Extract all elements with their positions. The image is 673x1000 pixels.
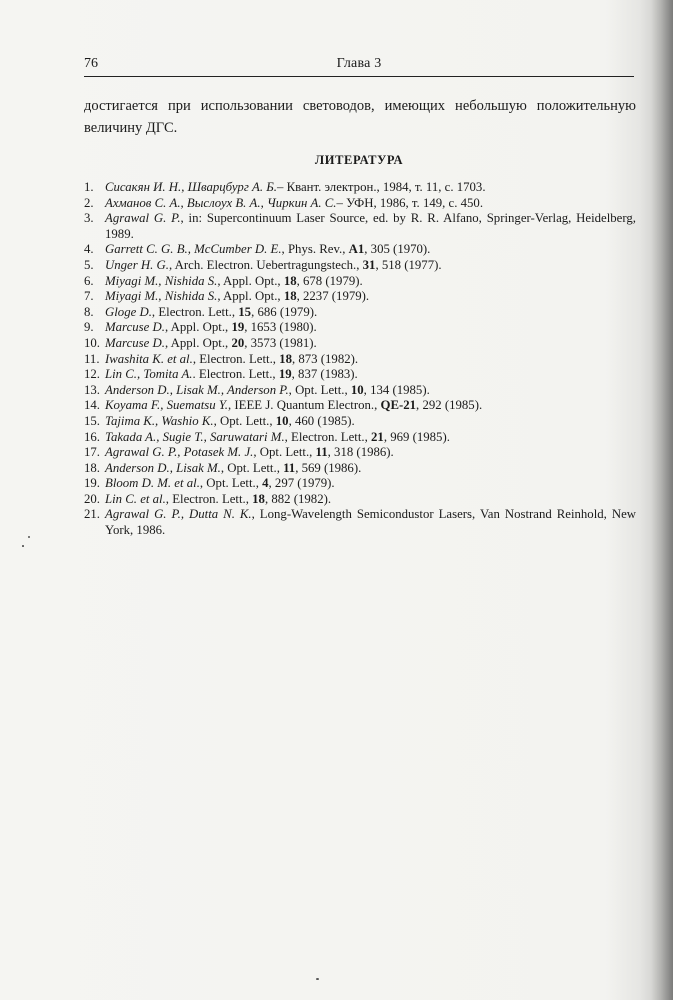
- reference-item: [84, 461, 636, 477]
- reference-volume: 4: [262, 476, 269, 491]
- reference-pages-year: , 292 (1985).: [416, 398, 483, 413]
- reference-pages-year: , 134 (1985).: [363, 382, 430, 397]
- reference-item: [84, 398, 636, 414]
- reference-source: , Appl. Opt.,: [217, 273, 284, 288]
- reference-pages-year: , 686 (1979).: [251, 304, 318, 319]
- reference-source: – УФН, 1986, т. 149, с. 450.: [336, 195, 484, 210]
- reference-pages-year: , 882 (1982).: [264, 491, 332, 506]
- reference-volume: 19: [278, 367, 292, 382]
- reference-item: [84, 430, 636, 446]
- reference-pages-year: , 569 (1986).: [295, 460, 362, 475]
- reference-pages-year: , 297 (1979).: [268, 476, 335, 491]
- reference-list: [84, 180, 636, 539]
- reference-number: 9.: [84, 320, 94, 335]
- running-head: Глава 3: [336, 56, 382, 71]
- reference-item: [84, 305, 636, 321]
- reference-item: [84, 414, 636, 430]
- reference-authors: Unger H. G.: [105, 257, 169, 272]
- reference-number: 4.: [84, 242, 94, 257]
- reference-pages-year: , 969 (1985).: [383, 429, 450, 444]
- reference-number: 13.: [84, 382, 100, 397]
- reference-source: , Opt. Lett.,: [253, 445, 316, 460]
- reference-authors: Miyagi M., Nishida S.: [105, 273, 218, 288]
- reference-authors: Agrawal G. P., Dutta N. K.: [105, 507, 252, 522]
- reference-item: [84, 289, 636, 305]
- reference-authors: Lin C. et al.: [105, 491, 166, 506]
- reference-item: [84, 320, 636, 336]
- reference-source: , Arch. Electron. Uebertragungstech.,: [168, 257, 363, 272]
- reference-source: , Electron. Lett.,: [192, 351, 280, 366]
- reference-item: [84, 445, 636, 461]
- reference-item: [84, 383, 636, 399]
- reference-pages-year: , 518 (1977).: [375, 257, 442, 272]
- scan-speck: [316, 978, 319, 980]
- reference-volume: QE-21: [380, 398, 417, 413]
- reference-number: 5.: [84, 257, 94, 272]
- reference-volume: 10: [275, 413, 289, 428]
- reference-number: 8.: [84, 304, 94, 319]
- reference-authors: Anderson D., Lisak M., Anderson P.: [105, 382, 289, 397]
- reference-authors: Anderson D., Lisak M.: [105, 460, 221, 475]
- reference-pages-year: , 460 (1985).: [288, 413, 355, 428]
- page-number: 76: [84, 56, 98, 71]
- reference-source: , Opt. Lett.,: [288, 382, 351, 397]
- reference-authors: Ахманов С. А., Выслоух В. А., Чиркин А. С.: [105, 195, 337, 210]
- reference-authors: Takada A., Sugie T., Saruwatari M.: [105, 429, 285, 444]
- reference-number: 6.: [84, 273, 94, 288]
- reference-item: [84, 274, 636, 290]
- reference-pages-year: , 873 (1982).: [291, 351, 359, 366]
- reference-authors: Сисакян И. Н., Шварцбург А. Б.: [105, 180, 277, 194]
- reference-volume: 18: [283, 273, 297, 288]
- reference-authors: Marcuse D.: [105, 320, 165, 335]
- page-header: [84, 56, 634, 74]
- reference-source: , Opt. Lett.,: [220, 460, 284, 475]
- reference-item: [84, 258, 636, 274]
- reference-source: , Long-Wavelength Semicondustor Lasers, Van Nostrand Reinhold, New York, 1986.: [105, 507, 636, 538]
- reference-source: , Opt. Lett.,: [213, 413, 276, 428]
- reference-authors: Gloge D.: [105, 304, 152, 319]
- reference-volume: 31: [362, 257, 376, 272]
- reference-authors: Iwashita K. et al.: [105, 351, 193, 366]
- reference-source: , Opt. Lett.,: [199, 476, 263, 491]
- header-rule: [84, 76, 634, 77]
- reference-item: [84, 507, 636, 538]
- reference-authors: Garrett C. G. B., McCumber D. E.: [105, 242, 282, 257]
- reference-authors: Bloom D. M. et al.: [105, 476, 200, 491]
- reference-pages-year: , 837 (1983).: [291, 367, 358, 382]
- reference-volume: 15: [238, 304, 252, 319]
- reference-number: 7.: [84, 289, 94, 304]
- reference-number: 14.: [84, 398, 100, 413]
- reference-authors: Koyama F., Suematsu Y.: [105, 398, 229, 413]
- reference-source: , Phys. Rev.,: [281, 242, 349, 257]
- reference-source: , Electron. Lett.,: [165, 491, 253, 506]
- reference-pages-year: , 318 (1986).: [327, 445, 394, 460]
- reference-volume: 11: [315, 445, 328, 460]
- reference-number: 2.: [84, 195, 94, 210]
- reference-source: – Квант. электрон., 1984, т. 11, с. 1703.: [276, 180, 486, 194]
- reference-item: [84, 211, 636, 242]
- section-title: ЛИТЕРАТУРА: [314, 153, 404, 167]
- reference-volume: 11: [283, 460, 296, 475]
- reference-volume: 19: [231, 320, 245, 335]
- reference-number: 12.: [84, 367, 100, 382]
- reference-number: 11.: [84, 351, 100, 366]
- reference-volume: 21: [371, 429, 384, 444]
- reference-source: , Electron. Lett.,: [284, 429, 372, 444]
- reference-item: [84, 196, 636, 212]
- scan-speck: [28, 536, 30, 538]
- reference-item: [84, 476, 636, 492]
- reference-number: 3.: [84, 211, 94, 226]
- reference-number: 21.: [84, 507, 100, 522]
- reference-authors: Agrawal G. P.: [105, 211, 181, 226]
- reference-number: 18.: [84, 460, 100, 475]
- reference-pages-year: , 678 (1979).: [296, 273, 363, 288]
- reference-number: 20.: [84, 491, 100, 506]
- reference-volume: 18: [283, 289, 297, 304]
- reference-number: 16.: [84, 429, 100, 444]
- reference-pages-year: , 305 (1970).: [364, 242, 431, 257]
- body-paragraph: достигается при использовании световодов, имеющих небольшую положительную величину ДГС.: [84, 98, 636, 136]
- reference-item: [84, 352, 636, 368]
- reference-source: , Appl. Opt.,: [164, 320, 232, 335]
- reference-number: 17.: [84, 445, 100, 460]
- reference-item: [84, 336, 636, 352]
- reference-source: , Appl. Opt.,: [164, 335, 232, 350]
- reference-source: , in: Supercontinuum Laser Source, ed. by R. R. Alfano, Springer-Verlag, Heidelberg, 1989.: [105, 211, 636, 241]
- reference-number: 19.: [84, 476, 100, 491]
- reference-source: , Appl. Opt.,: [217, 289, 284, 304]
- reference-volume: 18: [252, 491, 265, 506]
- reference-authors: Agrawal G. P., Potasek M. J.: [105, 445, 254, 460]
- reference-authors: Miyagi M., Nishida S.: [105, 289, 218, 304]
- reference-volume: 10: [350, 382, 364, 397]
- reference-item: [84, 242, 636, 258]
- reference-pages-year: , 2237 (1979).: [296, 289, 370, 304]
- reference-volume: A1: [348, 242, 365, 257]
- reference-source: , IEEE J. Quantum Electron.,: [228, 398, 381, 413]
- reference-authors: Marcuse D.: [105, 335, 165, 350]
- reference-item: [84, 180, 636, 196]
- reference-pages-year: , 1653 (1980).: [244, 320, 317, 335]
- reference-volume: 20: [231, 335, 245, 350]
- reference-pages-year: , 3573 (1981).: [244, 335, 317, 350]
- reference-source: , Electron. Lett.,: [151, 304, 239, 319]
- reference-number: 15.: [84, 413, 100, 428]
- reference-volume: 18: [279, 351, 292, 366]
- reference-item: [84, 492, 636, 508]
- reference-authors: Tajima K., Washio K.: [105, 413, 214, 428]
- reference-authors: Lin C., Tomita A.: [105, 367, 193, 382]
- page-gutter-shadow: [651, 0, 673, 1000]
- reference-number: 1.: [84, 180, 94, 194]
- reference-number: 10.: [84, 335, 100, 350]
- scan-speck: [22, 545, 24, 547]
- reference-source: . Electron. Lett.,: [192, 367, 279, 382]
- reference-item: [84, 367, 636, 383]
